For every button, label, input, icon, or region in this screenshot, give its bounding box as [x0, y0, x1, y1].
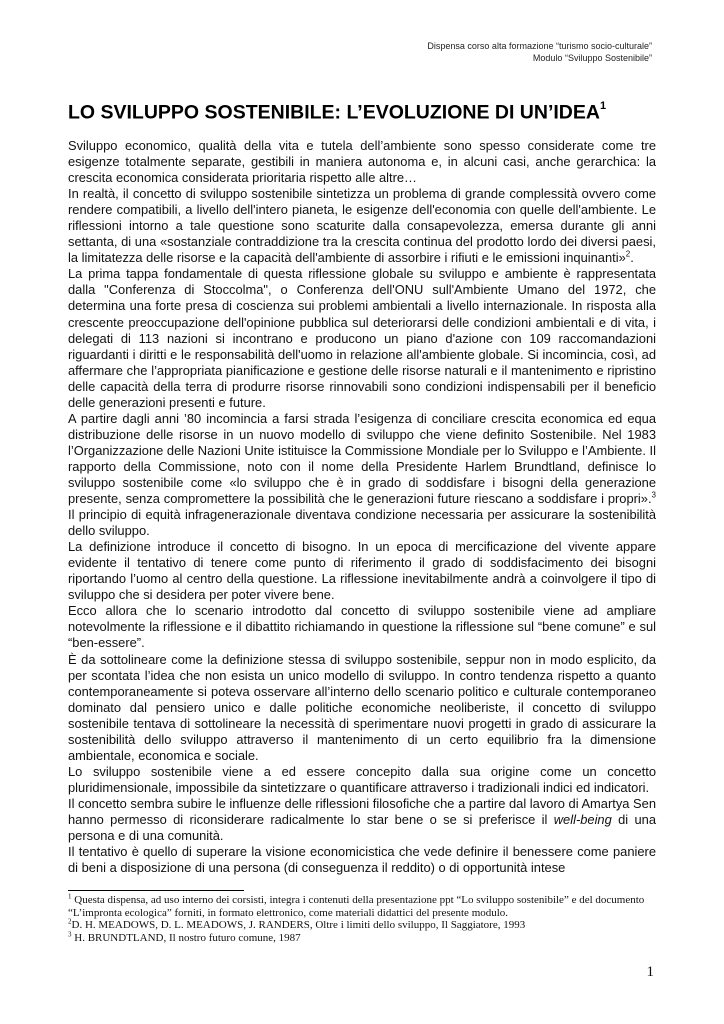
paragraph-text: A partire dagli anni ’80 incomincia a farsi strada l’esigenza di conciliare crescita economica ed equa distribuzione delle risorse in un nuovo modello di sviluppo che viene definito Sostenibile. Nel 1983 l’Organizzazione delle Nazioni Unite istituisce la Commissione Mondiale per lo Sviluppo e l’Ambiente. Il rapporto della Commissione, noto con il nome della Presidente Harlem Brundtland, definisce lo sviluppo sostenibile come «lo sviluppo che è in grado di soddisfare i bisogni della generazione presente, senza compromettere la possibilità che le generazioni future riescano a soddisfare i propri». [68, 410, 656, 507]
paragraph [68, 411, 656, 539]
footnotes [68, 894, 668, 944]
title-text: LO SVILUPPO SOSTENIBILE: L’EVOLUZIONE DI UN’IDEA [68, 101, 600, 124]
paragraph: La definizione introduce il concetto di bisogno. In un epoca di mercificazione del vivente appare evidente il tentativo di tenere come punto di riferimento il grado di soddisfacimento dei bisogni riportando l’uomo al centro della questione. La riflessione inevitabilmente andrà a coinvolgere il tipo di sviluppo che si desidera per poter vivere bene. [68, 539, 656, 603]
paragraph-text: Il principio di equità infragenerazionale diventava condizione necessaria per assicurare la sostenibilità dello sviluppo. [68, 507, 656, 539]
paragraph-text: di una persona e di una comunità. [68, 811, 656, 844]
footnote-text: H. BRUNDTLAND, Il nostro futuro comune, 1987 [71, 931, 301, 944]
paragraph: Ecco allora che lo scenario introdotto dal concetto di sviluppo sostenibile viene ad ampliare notevolmente la riflessione e il dibattito richiamando in questione la riflessione sul “bene comune” e sul “ben-essere”. [68, 603, 656, 651]
footnote-text: Questa dispensa, ad uso interno dei corsisti, integra i contenuti della presentazione ppt “Lo sviluppo sostenibile” e del documento “L’impronta ecologica” forniti, in formato elettronico, come materiali didattici del presente modulo. [68, 894, 645, 919]
footnote-text: D. H. MEADOWS, D. L. MEADOWS, J. RANDERS, Oltre i limiti dello sviluppo, Il Saggiatore, 1993 [71, 919, 526, 932]
footnote [68, 919, 668, 932]
body-text [68, 138, 656, 876]
header-course-line: Dispensa corso alta formazione “turismo socio-culturale” [427, 41, 652, 51]
paragraph: È da sottolineare come la definizione stessa di sviluppo sostenibile, seppur non in modo esplicito, da per scontata l’idea che non esista un unico modello di sviluppo. In contro tendenza rispetto a quanto contemporaneamente si poteva osservare all’interno dello scenario politico e culturale contemporaneo dominato dal pensiero unico e dalle politiche economiche neoliberiste, il concetto di sviluppo sostenibile tentava di sottolineare la necessità di sperimentare nuovi progetti in grado di assicurare la sostenibilità dello sviluppo attraverso il mantenimento di un certo equilibrio fra la dimensione ambientale, economica e sociale. [68, 651, 656, 763]
footnote-number: 1 [68, 892, 72, 901]
footnote-number: 2 [68, 917, 72, 926]
footnote-ref: 2 [625, 250, 631, 260]
footnote-separator [68, 890, 244, 891]
paragraph-text: . [630, 250, 634, 266]
footnote-ref: 3 [651, 490, 656, 500]
paragraph: Lo sviluppo sostenibile viene a ed essere concepito dalla sua origine come un concetto pluridimensionale, impossibile da sintetizzare o quantificare attraverso i tradizionali indici ed indicatori. [68, 763, 656, 795]
paragraph [68, 186, 656, 266]
page-title [68, 96, 668, 125]
footnote [68, 894, 668, 919]
paragraph: La prima tappa fondamentale di questa riflessione globale su sviluppo e ambiente è rappresentata dalla "Conferenza di Stoccolma", o Conferenza dell'ONU sull'Ambiente Umano del 1972, che determina una forte presa di coscienza sui problemi ambientali a livello internazionale. In risposta alla crescente preoccupazione dell'opinione pubblica sul deteriorarsi delle condizioni ambientali e di vita, i delegati di 113 nazioni si incontrano e producono un piano d'azione con 109 raccomandazioni riguardanti i diritti e le responsabilità dell'uomo in relazione all'ambiente globale. Si incomincia, così, ad affermare che l’appropriata pianificazione e gestione delle risorse naturali e il mantenimento e ripristino delle capacità della terra di produrre risorse rinnovabili sono condizioni indispensabili per il beneficio delle generazioni presenti e future. [68, 266, 656, 410]
paragraph-text: Il concetto sembra subire le influenze delle riflessioni filosofiche che a partire dal lavoro di Amartya Sen hanno permesso di riconsiderare radicalmente lo star bene o se si preferisce il [68, 795, 656, 827]
paragraph: Sviluppo economico, qualità della vita e tutela dell’ambiente sono spesso considerate come tre esigenze totalmente separate, gestibili in maniera autonoma e, in alcuni casi, anche gerarchica: la crescita economica considerata prioritaria rispetto alle altre… [68, 138, 656, 186]
paragraph-text: In realtà, il concetto di sviluppo sostenibile sintetizza un problema di grande complessità ovvero come rendere compatibili, a livello dell'intero pianeta, le esigenze dell'economia con quelle dell'ambiente. Le riflessioni intorno a tale questione sono scaturite dalla consapevolezza, emersa durante gli anni settanta, di una «sostanziale contraddizione tra la crescita continua del prodotto lordo dei diversi paesi, la limitatezza delle risorse e la capacità dell'ambiente di assorbire i rifiuti e le emissioni inquinanti» [68, 186, 656, 266]
paragraph [68, 796, 656, 844]
footnote [68, 932, 668, 945]
emphasis-text: well-being [553, 811, 612, 827]
page-number: 1 [646, 964, 654, 980]
paragraph: Il tentativo è quello di superare la visione economicistica che vede definire il benessere come paniere di beni a disposizione di una persona (di conseguenza il reddito) o di opportunità intese [68, 844, 656, 876]
page-header [232, 40, 652, 64]
title-footnote-ref: 1 [599, 100, 607, 112]
footnote-number: 3 [68, 930, 72, 939]
header-module-line: Modulo “Sviluppo Sostenibile” [532, 53, 652, 63]
